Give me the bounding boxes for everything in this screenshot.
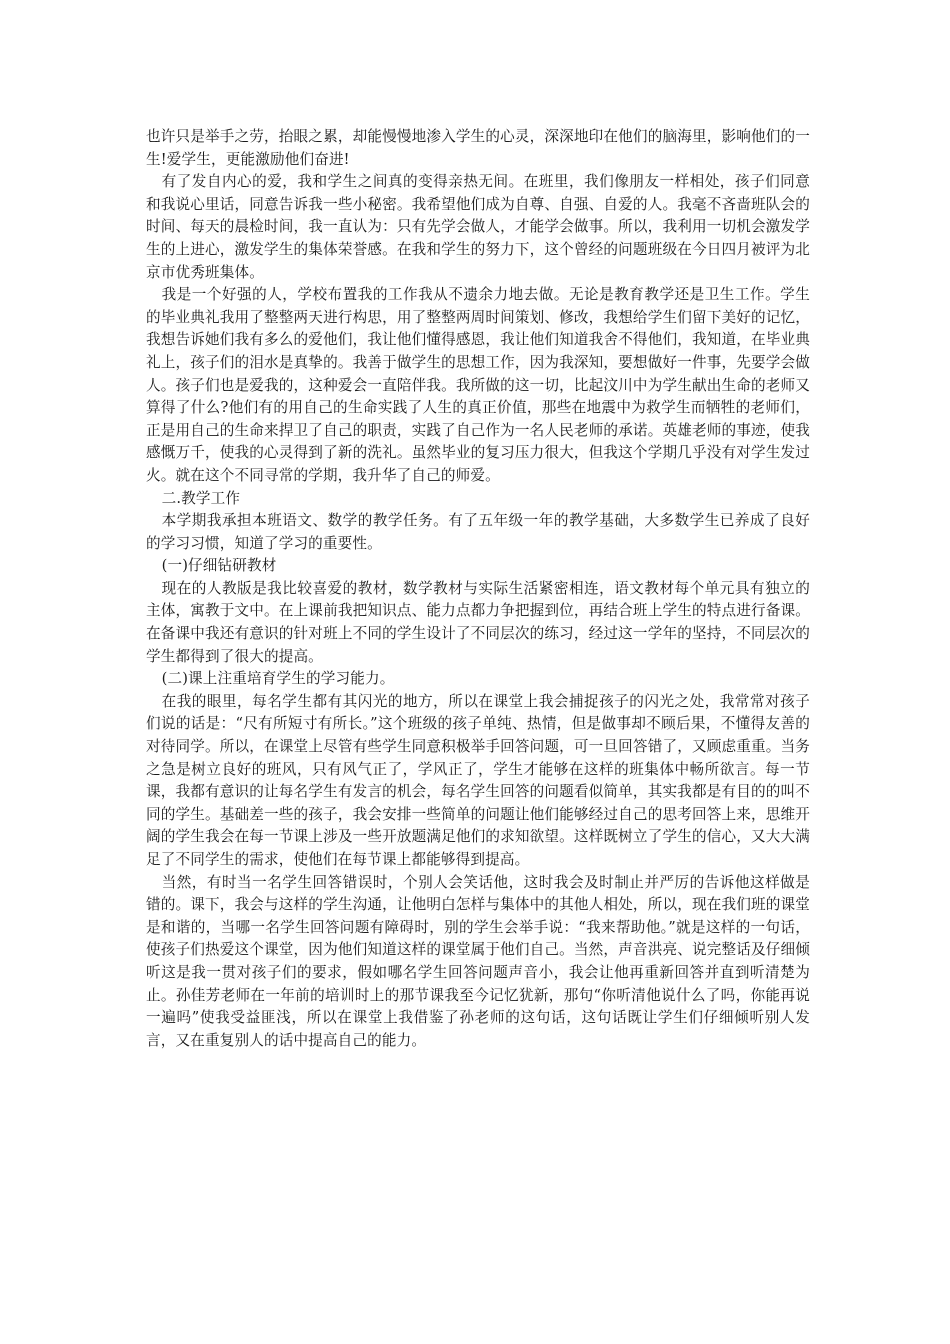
paragraph-harmony: 当然，有时当一名学生回答错误时，个别人会笑话他，这时我会及时制止并严厉的告诉他这样做是错的。课下，我会与这样的学生沟通，让他明白怎样与集体中的其他人相处，所以，现在我们班的课堂是和谐的，当哪一名学生回答问题有障碍时，别的学生会举手说：“我来帮助他。”就是这样的一句话，使孩子们热爱这个课堂，因为他们知道这样的课堂属于他们自己。当然，声音洪亮、说完整话及仔细倾听这是我一贯对孩子们的要求，假如哪名学生回答问题声音小，我会让他再重新回答并直到听清楚为止。孙佳芳老师在一年前的培训时上的那节课我至今记忆犹新，那句“你听清他说什么了吗，你能再说一遍吗”使我受益匪浅，所以在课堂上我借鉴了孙老师的这句话，这句话既让学生们仔细倾听别人发言，又在重复别人的话中提高自己的能力。: [146, 873, 810, 1049]
section-heading-teaching-work: 二.教学工作: [161, 489, 241, 507]
subheading-study-materials: (一)仔细钻研教材: [161, 557, 277, 575]
paragraph-love-relationship: 有了发自内心的爱，我和学生之间真的变得亲热无间。在班里，我们像朋友一样相处，孩子们同意和我说心里话，同意告诉我一些小秘密。我希望他们成为自尊、自强、自爱的人。我毫不吝啬班队会的时间、每天的晨检时间，我一直认为：只有先学会做人，才能学会做事。所以，我利用一切机会激发学生的上进心，激发学生的集体荣誉感。在我和学生的努力下，这个曾经的问题班级在今日四月被评为北京市优秀班集体。: [146, 173, 810, 281]
document-page: [146, 126, 810, 1052]
paragraph-teaching-tasks: 本学期我承担本班语文、数学的教学任务。有了五年级一年的教学基础，大多数学生已养成了良好的学习习惯，知道了学习的重要性。: [146, 512, 810, 552]
subheading-learning-ability: (二)课上注重培育学生的学习能力。: [161, 670, 395, 688]
paragraph-materials: 现在的人教版是我比较喜爱的教材，数学教材与实际生活紧密相连，语文教材每个单元具有独立的主体，寓教于文中。在上课前我把知识点、能力点都力争把握到位，再结合班上学生的特点进行备课。在备课中我还有意识的针对班上不同的学生设计了不同层次的练习，经过这一学年的坚持，不同层次的学生都得到了很大的提高。: [146, 579, 810, 665]
paragraph-continuation: 也许只是举手之劳，抬眼之累，却能慢慢地渗入学生的心灵，深深地印在他们的脑海里，影响他们的一生!爱学生，更能激励他们奋进!: [146, 128, 810, 168]
paragraph-classroom: 在我的眼里，每名学生都有其闪光的地方，所以在课堂上我会捕捉孩子的闪光之处，我常常对孩子们说的话是：“尺有所短寸有所长。”这个班级的孩子单纯、热情，但是做事却不顾后果，不懂得友善的对待同学。所以，在课堂上尽管有些学生同意积极举手回答问题，可一旦回答错了，又顾虑重重。当务之急是树立良好的班风，只有风气正了，学风正了，学生才能够在这样的班集体中畅所欲言。每一节课，我都有意识的让每名学生有发言的机会，每名学生回答的问题看似简单，其实我都是有目的的叫不同的学生。基础差一些的孩子，我会安排一些简单的问题让他们能够经过自己的思考回答上来，思维开阔的学生我会在每一节课上涉及一些开放题满足他们的求知欲望。这样既树立了学生的信心，又大大满足了不同学生的需求，使他们在每节课上都能够得到提高。: [146, 692, 810, 868]
paragraph-graduation: 我是一个好强的人，学校布置我的工作我从不遗余力地去做。无论是教育教学还是卫生工作。学生的毕业典礼我用了整整两天进行构思，用了整整两周时间策划、修改，我想给学生们留下美好的记忆，我想告诉她们我有多么的爱他们，我让他们懂得感恩，我让他们知道我舍不得他们，我知道，在毕业典礼上，孩子们的泪水是真挚的。我善于做学生的思想工作，因为我深知，要想做好一件事，先要学会做人。孩子们也是爱我的，这种爱会一直陪伴我。我所做的这一切，比起汶川中为学生献出生命的老师又算得了什么?他们有的用自己的生命实践了人生的真正价值，那些在地震中为救学生而牺牲的老师们，正是用自己的生命来捍卫了自己的职责，实践了自己作为一名人民老师的承诺。英雄老师的事迹，使我感慨万千，使我的心灵得到了新的洗礼。虽然毕业的复习压力很大，但我这个学期几乎没有对学生发过火。就在这个不同寻常的学期，我升华了自己的师爱。: [146, 286, 810, 484]
